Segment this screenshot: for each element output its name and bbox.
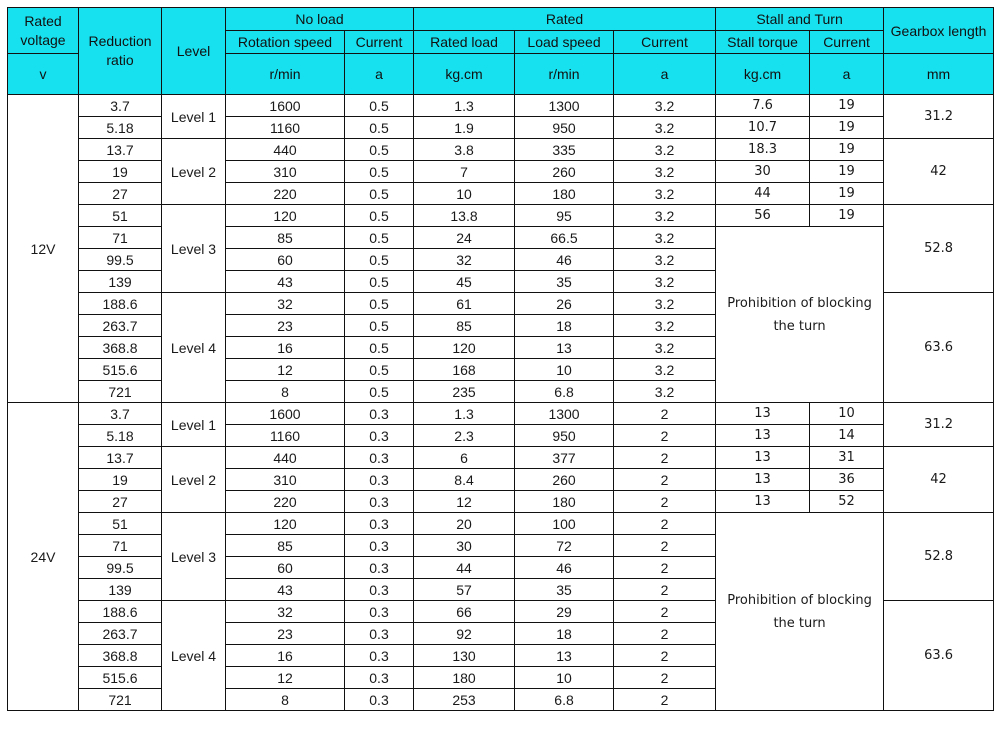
- noload-current-cell: 0.3: [345, 645, 414, 667]
- stall-torque-cell: 13: [716, 425, 810, 447]
- rotation-speed-cell: 440: [226, 447, 345, 469]
- rated-current-cell: 2: [614, 579, 716, 601]
- rotation-speed-cell: 60: [226, 557, 345, 579]
- stall-current-cell: 19: [810, 117, 884, 139]
- stall-torque-cell: 7.6: [716, 95, 810, 117]
- table-row: [8, 161, 994, 183]
- rated-load-cell: 2.3: [414, 425, 515, 447]
- rated-current-cell: 3.2: [614, 381, 716, 403]
- stall-torque-cell: 13: [716, 447, 810, 469]
- header-rated-voltage: Rated voltage: [8, 8, 79, 54]
- rotation-speed-cell: 60: [226, 249, 345, 271]
- rated-load-cell: 10: [414, 183, 515, 205]
- load-speed-cell: 100: [515, 513, 614, 535]
- header-stall-current: Current: [810, 31, 884, 54]
- rated-current-cell: 2: [614, 689, 716, 711]
- load-speed-cell: 46: [515, 249, 614, 271]
- noload-current-cell: 0.3: [345, 667, 414, 689]
- rotation-speed-cell: 1160: [226, 425, 345, 447]
- stall-current-cell: 36: [810, 469, 884, 491]
- rotation-speed-cell: 310: [226, 161, 345, 183]
- unit-rotation-speed: r/min: [226, 54, 345, 95]
- gearbox-length-cell: 52.8: [884, 205, 994, 293]
- reduction-ratio-cell: 51: [79, 513, 162, 535]
- stall-torque-cell: 44: [716, 183, 810, 205]
- rated-current-cell: 3.2: [614, 161, 716, 183]
- reduction-ratio-cell: 368.8: [79, 337, 162, 359]
- load-speed-cell: 95: [515, 205, 614, 227]
- noload-current-cell: 0.3: [345, 689, 414, 711]
- voltage-cell: 12V: [8, 95, 79, 403]
- rated-current-cell: 2: [614, 645, 716, 667]
- reduction-ratio-cell: 263.7: [79, 315, 162, 337]
- table-row: [8, 227, 994, 249]
- rotation-speed-cell: 16: [226, 645, 345, 667]
- unit-load-speed: r/min: [515, 54, 614, 95]
- reduction-ratio-cell: 99.5: [79, 557, 162, 579]
- rated-current-cell: 3.2: [614, 227, 716, 249]
- rated-current-cell: 3.2: [614, 205, 716, 227]
- unit-rated-current: a: [614, 54, 716, 95]
- prohibition-note: Prohibition of blocking the turn: [716, 513, 884, 711]
- table-header: [8, 8, 994, 95]
- stall-current-cell: 19: [810, 95, 884, 117]
- rated-load-cell: 3.8: [414, 139, 515, 161]
- load-speed-cell: 72: [515, 535, 614, 557]
- stall-current-cell: 19: [810, 161, 884, 183]
- voltage-cell: 24V: [8, 403, 79, 711]
- table-row: [8, 139, 994, 161]
- reduction-ratio-cell: 139: [79, 271, 162, 293]
- load-speed-cell: 1300: [515, 403, 614, 425]
- level-cell: Level 1: [162, 95, 226, 139]
- rotation-speed-cell: 1160: [226, 117, 345, 139]
- rated-load-cell: 130: [414, 645, 515, 667]
- rotation-speed-cell: 120: [226, 513, 345, 535]
- rated-load-cell: 92: [414, 623, 515, 645]
- rated-load-cell: 120: [414, 337, 515, 359]
- rated-current-cell: 2: [614, 535, 716, 557]
- load-speed-cell: 950: [515, 425, 614, 447]
- noload-current-cell: 0.5: [345, 249, 414, 271]
- noload-current-cell: 0.3: [345, 491, 414, 513]
- stall-torque-cell: 13: [716, 469, 810, 491]
- stall-torque-cell: 13: [716, 491, 810, 513]
- load-speed-cell: 66.5: [515, 227, 614, 249]
- noload-current-cell: 0.5: [345, 161, 414, 183]
- rated-load-cell: 32: [414, 249, 515, 271]
- stall-torque-cell: 30: [716, 161, 810, 183]
- noload-current-cell: 0.3: [345, 557, 414, 579]
- level-cell: Level 4: [162, 293, 226, 403]
- load-speed-cell: 18: [515, 315, 614, 337]
- reduction-ratio-cell: 99.5: [79, 249, 162, 271]
- header-level: Level: [162, 8, 226, 95]
- header-rated: Rated: [414, 8, 716, 31]
- rated-current-cell: 2: [614, 557, 716, 579]
- table-row: [8, 205, 994, 227]
- table-row: [8, 117, 994, 139]
- level-cell: Level 2: [162, 447, 226, 513]
- noload-current-cell: 0.5: [345, 359, 414, 381]
- stall-torque-cell: 13: [716, 403, 810, 425]
- rated-load-cell: 7: [414, 161, 515, 183]
- header-load-speed: Load speed: [515, 31, 614, 54]
- reduction-ratio-cell: 27: [79, 491, 162, 513]
- gearbox-length-cell: 42: [884, 139, 994, 205]
- rated-current-cell: 3.2: [614, 271, 716, 293]
- load-speed-cell: 377: [515, 447, 614, 469]
- rated-current-cell: 3.2: [614, 249, 716, 271]
- table-row: [8, 469, 994, 491]
- load-speed-cell: 29: [515, 601, 614, 623]
- table-row: [8, 447, 994, 469]
- rotation-speed-cell: 32: [226, 293, 345, 315]
- noload-current-cell: 0.3: [345, 535, 414, 557]
- rated-load-cell: 8.4: [414, 469, 515, 491]
- gearbox-length-cell: 52.8: [884, 513, 994, 601]
- rated-load-cell: 13.8: [414, 205, 515, 227]
- rated-current-cell: 3.2: [614, 183, 716, 205]
- reduction-ratio-cell: 188.6: [79, 601, 162, 623]
- load-speed-cell: 26: [515, 293, 614, 315]
- rotation-speed-cell: 12: [226, 359, 345, 381]
- rated-current-cell: 3.2: [614, 95, 716, 117]
- level-cell: Level 1: [162, 403, 226, 447]
- rated-load-cell: 1.3: [414, 403, 515, 425]
- reduction-ratio-cell: 368.8: [79, 645, 162, 667]
- table-body: [8, 95, 994, 711]
- load-speed-cell: 260: [515, 469, 614, 491]
- rotation-speed-cell: 8: [226, 689, 345, 711]
- rotation-speed-cell: 8: [226, 381, 345, 403]
- rated-current-cell: 2: [614, 447, 716, 469]
- table-row: [8, 425, 994, 447]
- level-cell: Level 2: [162, 139, 226, 205]
- rated-load-cell: 235: [414, 381, 515, 403]
- load-speed-cell: 10: [515, 359, 614, 381]
- table-row: [8, 95, 994, 117]
- rated-load-cell: 44: [414, 557, 515, 579]
- rated-load-cell: 85: [414, 315, 515, 337]
- rated-current-cell: 3.2: [614, 117, 716, 139]
- rated-current-cell: 3.2: [614, 293, 716, 315]
- noload-current-cell: 0.5: [345, 183, 414, 205]
- gearbox-length-cell: 63.6: [884, 601, 994, 711]
- reduction-ratio-cell: 13.7: [79, 447, 162, 469]
- gearbox-length-cell: 31.2: [884, 403, 994, 447]
- noload-current-cell: 0.5: [345, 205, 414, 227]
- rated-current-cell: 2: [614, 623, 716, 645]
- rated-load-cell: 45: [414, 271, 515, 293]
- header-no-load: No load: [226, 8, 414, 31]
- noload-current-cell: 0.3: [345, 513, 414, 535]
- rated-current-cell: 2: [614, 425, 716, 447]
- stall-current-cell: 19: [810, 139, 884, 161]
- rated-load-cell: 12: [414, 491, 515, 513]
- stall-current-cell: 10: [810, 403, 884, 425]
- reduction-ratio-cell: 263.7: [79, 623, 162, 645]
- rotation-speed-cell: 85: [226, 227, 345, 249]
- unit-gearbox-length: mm: [884, 54, 994, 95]
- load-speed-cell: 46: [515, 557, 614, 579]
- rated-current-cell: 2: [614, 513, 716, 535]
- load-speed-cell: 13: [515, 337, 614, 359]
- rated-current-cell: 2: [614, 491, 716, 513]
- prohibition-note: Prohibition of blocking the turn: [716, 227, 884, 403]
- reduction-ratio-cell: 139: [79, 579, 162, 601]
- gearbox-length-cell: 63.6: [884, 293, 994, 403]
- rated-current-cell: 2: [614, 469, 716, 491]
- noload-current-cell: 0.3: [345, 447, 414, 469]
- rotation-speed-cell: 32: [226, 601, 345, 623]
- noload-current-cell: 0.3: [345, 579, 414, 601]
- load-speed-cell: 6.8: [515, 689, 614, 711]
- load-speed-cell: 260: [515, 161, 614, 183]
- rated-load-cell: 168: [414, 359, 515, 381]
- reduction-ratio-cell: 721: [79, 689, 162, 711]
- rotation-speed-cell: 23: [226, 623, 345, 645]
- rated-current-cell: 3.2: [614, 139, 716, 161]
- header-rotation-speed: Rotation speed: [226, 31, 345, 54]
- rated-load-cell: 61: [414, 293, 515, 315]
- header-rated-current: Current: [614, 31, 716, 54]
- gearbox-length-cell: 42: [884, 447, 994, 513]
- table-row: [8, 491, 994, 513]
- unit-noload-current: a: [345, 54, 414, 95]
- header-rated-load: Rated load: [414, 31, 515, 54]
- load-speed-cell: 6.8: [515, 381, 614, 403]
- table-row: [8, 513, 994, 535]
- load-speed-cell: 13: [515, 645, 614, 667]
- stall-current-cell: 19: [810, 205, 884, 227]
- rotation-speed-cell: 220: [226, 491, 345, 513]
- stall-current-cell: 14: [810, 425, 884, 447]
- noload-current-cell: 0.3: [345, 403, 414, 425]
- rotation-speed-cell: 1600: [226, 403, 345, 425]
- noload-current-cell: 0.5: [345, 337, 414, 359]
- reduction-ratio-cell: 5.18: [79, 117, 162, 139]
- rotation-speed-cell: 23: [226, 315, 345, 337]
- load-speed-cell: 18: [515, 623, 614, 645]
- noload-current-cell: 0.5: [345, 117, 414, 139]
- stall-torque-cell: 10.7: [716, 117, 810, 139]
- motor-spec-table: [7, 7, 994, 711]
- load-speed-cell: 180: [515, 183, 614, 205]
- stall-current-cell: 52: [810, 491, 884, 513]
- noload-current-cell: 0.3: [345, 425, 414, 447]
- rated-load-cell: 1.3: [414, 95, 515, 117]
- reduction-ratio-cell: 721: [79, 381, 162, 403]
- load-speed-cell: 35: [515, 579, 614, 601]
- rated-current-cell: 3.2: [614, 337, 716, 359]
- header-gearbox-length: Gearbox length: [884, 8, 994, 54]
- table-row: [8, 183, 994, 205]
- noload-current-cell: 0.5: [345, 271, 414, 293]
- stall-current-cell: 19: [810, 183, 884, 205]
- table-row: [8, 403, 994, 425]
- rated-load-cell: 253: [414, 689, 515, 711]
- rated-current-cell: 3.2: [614, 315, 716, 337]
- rotation-speed-cell: 220: [226, 183, 345, 205]
- rotation-speed-cell: 43: [226, 579, 345, 601]
- rotation-speed-cell: 310: [226, 469, 345, 491]
- rated-load-cell: 180: [414, 667, 515, 689]
- rated-load-cell: 6: [414, 447, 515, 469]
- load-speed-cell: 950: [515, 117, 614, 139]
- reduction-ratio-cell: 3.7: [79, 403, 162, 425]
- reduction-ratio-cell: 27: [79, 183, 162, 205]
- header-reduction-ratio: Reduction ratio: [79, 8, 162, 95]
- stall-torque-cell: 56: [716, 205, 810, 227]
- rated-load-cell: 1.9: [414, 117, 515, 139]
- reduction-ratio-cell: 19: [79, 469, 162, 491]
- unit-rated-load: kg.cm: [414, 54, 515, 95]
- noload-current-cell: 0.5: [345, 139, 414, 161]
- rated-current-cell: 2: [614, 667, 716, 689]
- rotation-speed-cell: 1600: [226, 95, 345, 117]
- rotation-speed-cell: 12: [226, 667, 345, 689]
- rated-load-cell: 24: [414, 227, 515, 249]
- rotation-speed-cell: 120: [226, 205, 345, 227]
- rotation-speed-cell: 85: [226, 535, 345, 557]
- reduction-ratio-cell: 5.18: [79, 425, 162, 447]
- noload-current-cell: 0.5: [345, 315, 414, 337]
- reduction-ratio-cell: 515.6: [79, 359, 162, 381]
- reduction-ratio-cell: 13.7: [79, 139, 162, 161]
- rotation-speed-cell: 16: [226, 337, 345, 359]
- rated-load-cell: 20: [414, 513, 515, 535]
- rated-load-cell: 30: [414, 535, 515, 557]
- rated-load-cell: 57: [414, 579, 515, 601]
- reduction-ratio-cell: 3.7: [79, 95, 162, 117]
- header-noload-current: Current: [345, 31, 414, 54]
- unit-stall-torque: kg.cm: [716, 54, 810, 95]
- reduction-ratio-cell: 71: [79, 227, 162, 249]
- noload-current-cell: 0.3: [345, 623, 414, 645]
- reduction-ratio-cell: 71: [79, 535, 162, 557]
- level-cell: Level 3: [162, 513, 226, 601]
- rotation-speed-cell: 440: [226, 139, 345, 161]
- unit-voltage: v: [8, 54, 79, 95]
- rated-load-cell: 66: [414, 601, 515, 623]
- load-speed-cell: 10: [515, 667, 614, 689]
- header-stall-and-turn: Stall and Turn: [716, 8, 884, 31]
- stall-current-cell: 31: [810, 447, 884, 469]
- stall-torque-cell: 18.3: [716, 139, 810, 161]
- rated-current-cell: 2: [614, 403, 716, 425]
- rated-current-cell: 2: [614, 601, 716, 623]
- level-cell: Level 3: [162, 205, 226, 293]
- rated-current-cell: 3.2: [614, 359, 716, 381]
- reduction-ratio-cell: 51: [79, 205, 162, 227]
- header-stall-torque: Stall torque: [716, 31, 810, 54]
- level-cell: Level 4: [162, 601, 226, 711]
- noload-current-cell: 0.5: [345, 227, 414, 249]
- unit-stall-current: a: [810, 54, 884, 95]
- load-speed-cell: 180: [515, 491, 614, 513]
- noload-current-cell: 0.5: [345, 293, 414, 315]
- rotation-speed-cell: 43: [226, 271, 345, 293]
- load-speed-cell: 335: [515, 139, 614, 161]
- reduction-ratio-cell: 515.6: [79, 667, 162, 689]
- load-speed-cell: 35: [515, 271, 614, 293]
- noload-current-cell: 0.3: [345, 469, 414, 491]
- gearbox-length-cell: 31.2: [884, 95, 994, 139]
- noload-current-cell: 0.5: [345, 381, 414, 403]
- reduction-ratio-cell: 188.6: [79, 293, 162, 315]
- noload-current-cell: 0.5: [345, 95, 414, 117]
- load-speed-cell: 1300: [515, 95, 614, 117]
- noload-current-cell: 0.3: [345, 601, 414, 623]
- reduction-ratio-cell: 19: [79, 161, 162, 183]
